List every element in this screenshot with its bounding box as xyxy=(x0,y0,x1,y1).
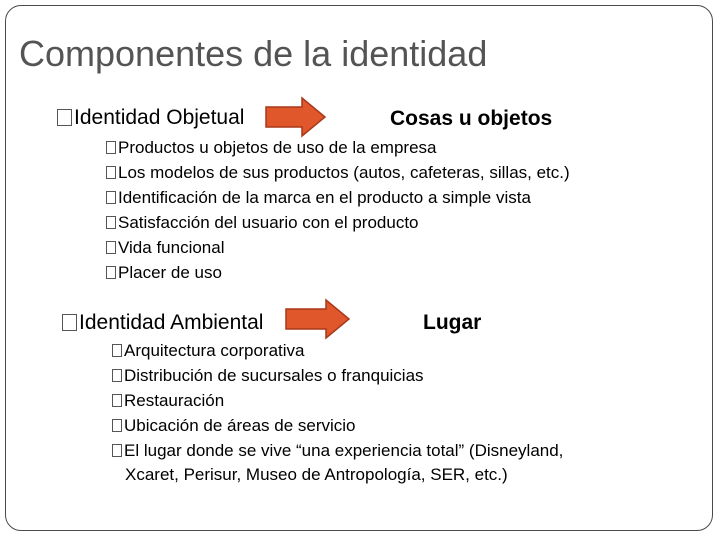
category-cosas: Cosas u objetos xyxy=(390,107,553,130)
list-item: Vida funcional xyxy=(106,239,225,256)
checkbox-bullet-icon xyxy=(112,444,122,457)
list-item: Ubicación de áreas de servicio xyxy=(112,417,356,434)
list-item: Los modelos de sus productos (autos, cafeteras, sillas, etc.) xyxy=(106,164,570,181)
checkbox-bullet-icon xyxy=(106,241,116,254)
list-item: Distribución de sucursales o franquicias xyxy=(112,367,424,384)
checkbox-bullet-icon xyxy=(106,266,116,279)
list-item: Restauración xyxy=(112,392,224,409)
checkbox-bullet-icon xyxy=(57,109,72,126)
checkbox-bullet-icon xyxy=(112,419,122,432)
list-item-continuation: Xcaret, Perisur, Museo de Antropología, SER, etc.) xyxy=(125,465,508,484)
checkbox-bullet-icon xyxy=(112,369,122,382)
heading-text: Identidad Ambiental xyxy=(79,311,264,334)
section-heading-objetual xyxy=(57,107,244,128)
category-lugar: Lugar xyxy=(423,311,482,334)
checkbox-bullet-icon xyxy=(112,394,122,407)
checkbox-bullet-icon xyxy=(106,216,116,229)
checkbox-bullet-icon xyxy=(62,314,77,331)
checkbox-bullet-icon xyxy=(106,141,116,154)
list-item: Identificación de la marca en el producto a simple vista xyxy=(106,189,531,206)
section-heading-ambiental xyxy=(62,312,263,333)
list-item: Satisfacción del usuario con el producto xyxy=(106,214,419,231)
list-item: El lugar donde se vive “una experiencia total” (Disneyland, xyxy=(112,442,563,459)
list-item: Arquitectura corporativa xyxy=(112,342,304,359)
checkbox-bullet-icon xyxy=(106,166,116,179)
list-item: Productos u objetos de uso de la empresa xyxy=(106,139,436,156)
checkbox-bullet-icon xyxy=(106,191,116,204)
right-arrow-icon xyxy=(264,96,328,138)
checkbox-bullet-icon xyxy=(112,344,122,357)
heading-text: Identidad Objetual xyxy=(74,106,245,129)
list-item: Placer de uso xyxy=(106,264,222,281)
slide-title: Componentes de la identidad xyxy=(19,33,488,74)
right-arrow-icon xyxy=(284,298,352,340)
